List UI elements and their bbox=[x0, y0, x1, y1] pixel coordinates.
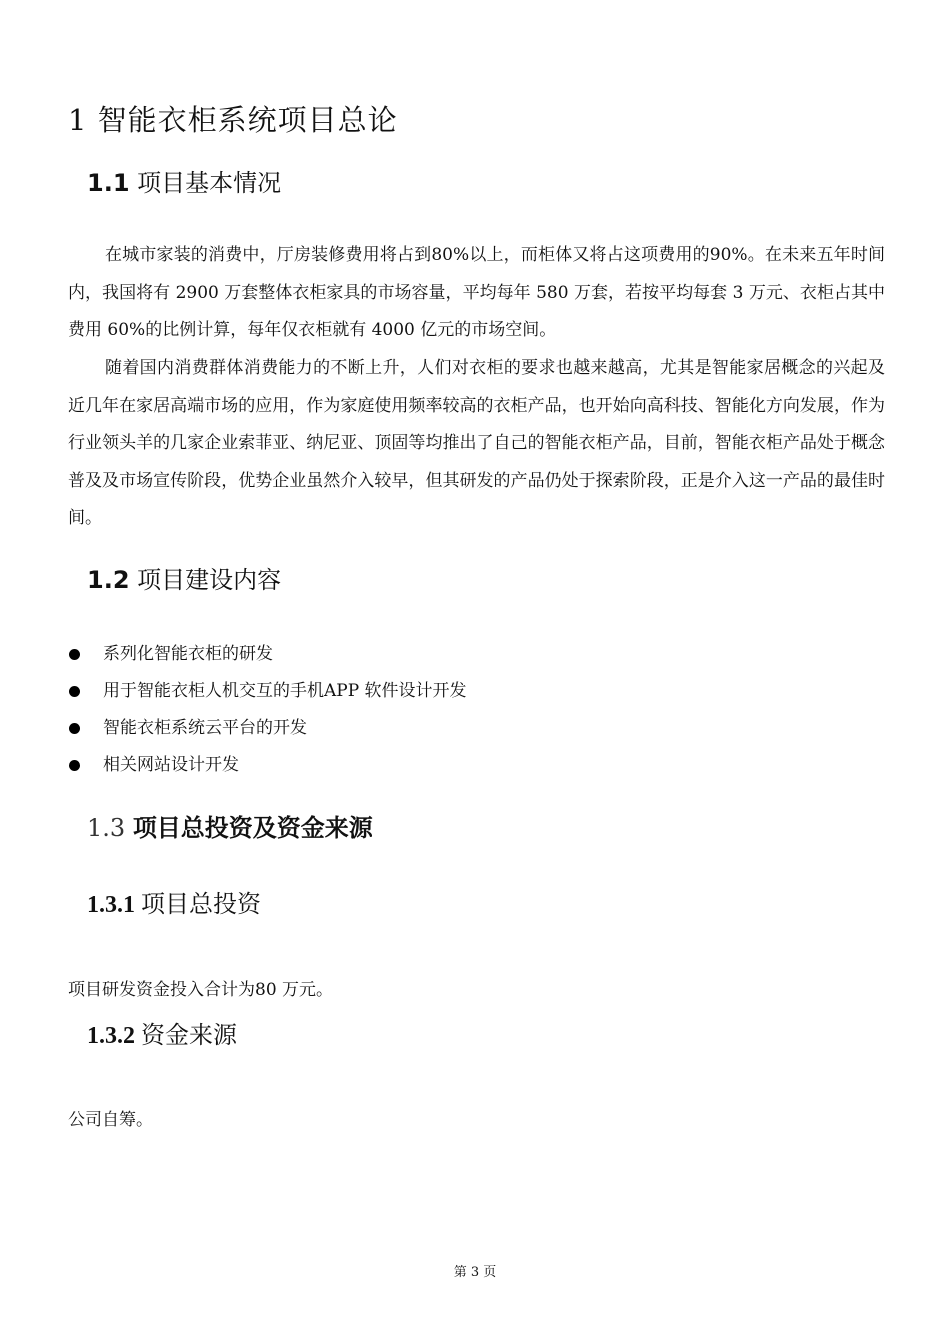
section-number: 1.3.2 bbox=[87, 1023, 135, 1049]
construction-content-list bbox=[68, 636, 467, 784]
list-item-text: 系列化智能衣柜的研发 bbox=[103, 644, 273, 664]
list-item-text: 用于智能衣柜人机交互的手机APP 软件设计开发 bbox=[103, 681, 467, 701]
section-heading-1-3 bbox=[87, 808, 373, 843]
section-title: 资金来源 bbox=[141, 1021, 237, 1049]
total-investment-text: 项目研发资金投入合计为80 万元。 bbox=[68, 980, 334, 1000]
list-item bbox=[68, 710, 467, 747]
section-heading-1-3-1 bbox=[87, 884, 261, 919]
section-title: 项目总投资 bbox=[141, 890, 261, 918]
paragraph-market-size: 在城市家装的消费中，厅房装修费用将占到80%以上，而柜体又将占这项费用的90%。在未来五年时间内，我国将有 2900 万套整体衣柜家具的市场容量，平均每年 580 万套，若按平均每套 3 万元、衣柜占其中费用 60%的比例计算，每年仅衣柜就有 4000 亿元的市场空间。 bbox=[68, 245, 885, 340]
section-heading-1-3-2 bbox=[87, 1015, 237, 1050]
bullet-icon bbox=[69, 723, 80, 734]
section-title: 项目建设内容 bbox=[137, 566, 282, 594]
section-heading-1-1 bbox=[87, 163, 281, 198]
page-number: 第 3 页 bbox=[453, 1265, 497, 1280]
list-item bbox=[68, 673, 467, 710]
section-number: 1.3 bbox=[87, 814, 126, 842]
section-number: 1.2 bbox=[87, 566, 130, 594]
list-item bbox=[68, 747, 467, 784]
section-title: 项目基本情况 bbox=[137, 169, 282, 197]
bullet-icon bbox=[69, 760, 80, 771]
section-heading-1-2 bbox=[87, 560, 281, 595]
section-number: 1.1 bbox=[87, 169, 130, 197]
section-title: 项目总投资及资金来源 bbox=[132, 814, 373, 842]
bullet-icon bbox=[69, 686, 80, 697]
bullet-icon bbox=[69, 649, 80, 660]
chapter-heading: 1 智能衣柜系统项目总论 bbox=[68, 103, 398, 137]
section-number: 1.3.1 bbox=[87, 892, 135, 918]
list-item-text: 智能衣柜系统云平台的开发 bbox=[103, 718, 307, 738]
list-item bbox=[68, 636, 467, 673]
list-item-text: 相关网站设计开发 bbox=[103, 755, 239, 775]
paragraph-market-trend: 随着国内消费群体消费能力的不断上升，人们对衣柜的要求也越来越高，尤其是智能家居概念的兴起及近几年在家居高端市场的应用，作为家庭使用频率较高的衣柜产品，也开始向高科技、智能化方向发展，作为行业领头羊的几家企业索菲亚、纳尼亚、顶固等均推出了自己的智能衣柜产品，目前，智能衣柜产品处于概念普及及市场宣传阶段，优势企业虽然介入较早，但其研发的产品仍处于探索阶段，正是介入这一产品的最佳时间。 bbox=[68, 358, 885, 528]
funding-source-text: 公司自筹。 bbox=[68, 1110, 153, 1130]
